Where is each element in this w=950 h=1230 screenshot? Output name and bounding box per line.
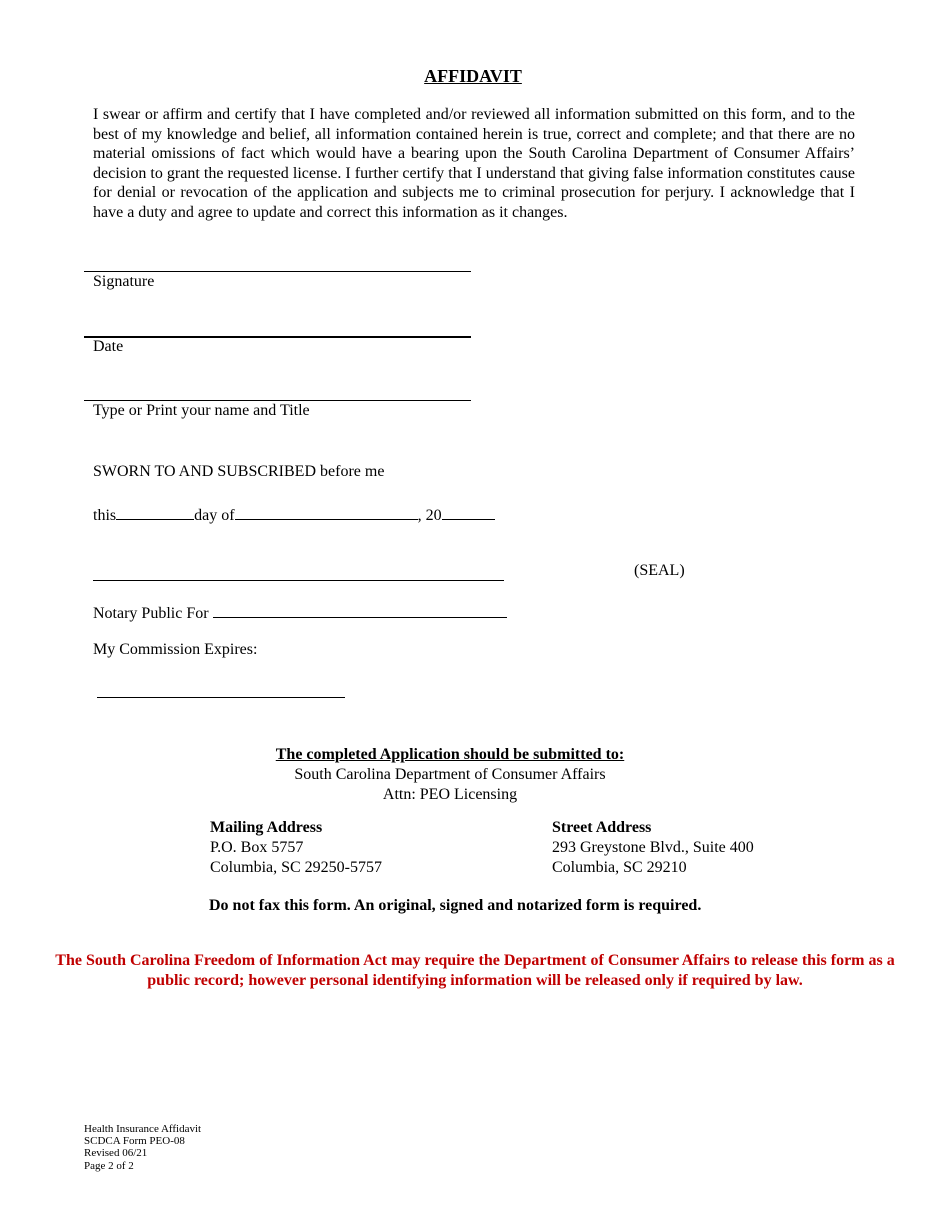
street-address — [552, 818, 754, 878]
foia-notice: The South Carolina Freedom of Information Act may require the Department of Consumer Affairs to release this form as a public record; however personal identifying information will be released only if required by law. — [55, 952, 895, 989]
date-line[interactable] — [84, 336, 471, 338]
mailing-address-line2: Columbia, SC 29250-5757 — [210, 859, 383, 876]
affidavit-heading: AFFIDAVIT — [424, 66, 522, 86]
notary-public-row — [93, 601, 507, 623]
mailing-address — [210, 818, 382, 878]
notary-date-row — [93, 503, 495, 525]
fax-notice: Do not fax this form. An original, signed and notarized form is required. — [209, 897, 702, 914]
date-label: Date — [93, 338, 124, 355]
notary-state-blank[interactable] — [213, 601, 507, 618]
footer-form-number: SCDCA Form PEO-08 — [84, 1135, 185, 1148]
day-blank[interactable] — [116, 503, 194, 520]
street-address-line1: 293 Greystone Blvd., Suite 400 — [552, 839, 754, 856]
submission-heading: The completed Application should be submitted to: — [275, 746, 625, 763]
year-blank[interactable] — [442, 503, 495, 520]
agency-name: South Carolina Department of Consumer Affairs — [294, 766, 606, 783]
month-blank[interactable] — [235, 503, 418, 520]
street-address-heading: Street Address — [552, 819, 652, 836]
signature-label: Signature — [93, 273, 155, 290]
commission-label: My Commission Expires: — [93, 641, 258, 658]
attn-line: Attn: PEO Licensing — [382, 786, 518, 803]
submission-block — [0, 745, 900, 805]
footer-form-name: Health Insurance Affidavit — [84, 1123, 202, 1135]
notary-signature-line[interactable] — [93, 580, 504, 581]
name-title-line[interactable] — [84, 400, 471, 401]
seal-label: (SEAL) — [634, 562, 685, 579]
year-prefix-label: , 20 — [417, 507, 442, 524]
name-title-label: Type or Print your name and Title — [93, 402, 310, 419]
mailing-address-line1: P.O. Box 5757 — [210, 839, 304, 856]
signature-line[interactable] — [84, 271, 471, 272]
day-of-label: day of — [194, 507, 235, 524]
form-footer — [84, 1123, 201, 1172]
this-label: this — [93, 507, 117, 524]
footer-revision: Revised 06/21 — [84, 1147, 148, 1160]
mailing-address-heading: Mailing Address — [210, 819, 323, 836]
commission-expiry-line[interactable] — [97, 697, 345, 698]
footer-page-number: Page 2 of 2 — [84, 1159, 134, 1172]
sworn-statement: SWORN TO AND SUBSCRIBED before me — [93, 463, 385, 480]
affidavit-statement: I swear or affirm and certify that I have completed and/or reviewed all information submitted on this form, and to the best of my knowledge and belief, all information contained herein is true, correct and complete; and that there are no material omissions of fact which would have a bearing upon the South Carolina Department of Consumer Affairs’ decision to grant the requested license. I further certify that I understand that giving false information constitutes cause for denial or revocation of the application and subjects me to criminal prosecution for perjury. I acknowledge that I have a duty and agree to update and correct this information as it changes. — [93, 106, 855, 221]
street-address-line2: Columbia, SC 29210 — [552, 859, 687, 876]
notary-public-label: Notary Public For — [93, 605, 209, 622]
